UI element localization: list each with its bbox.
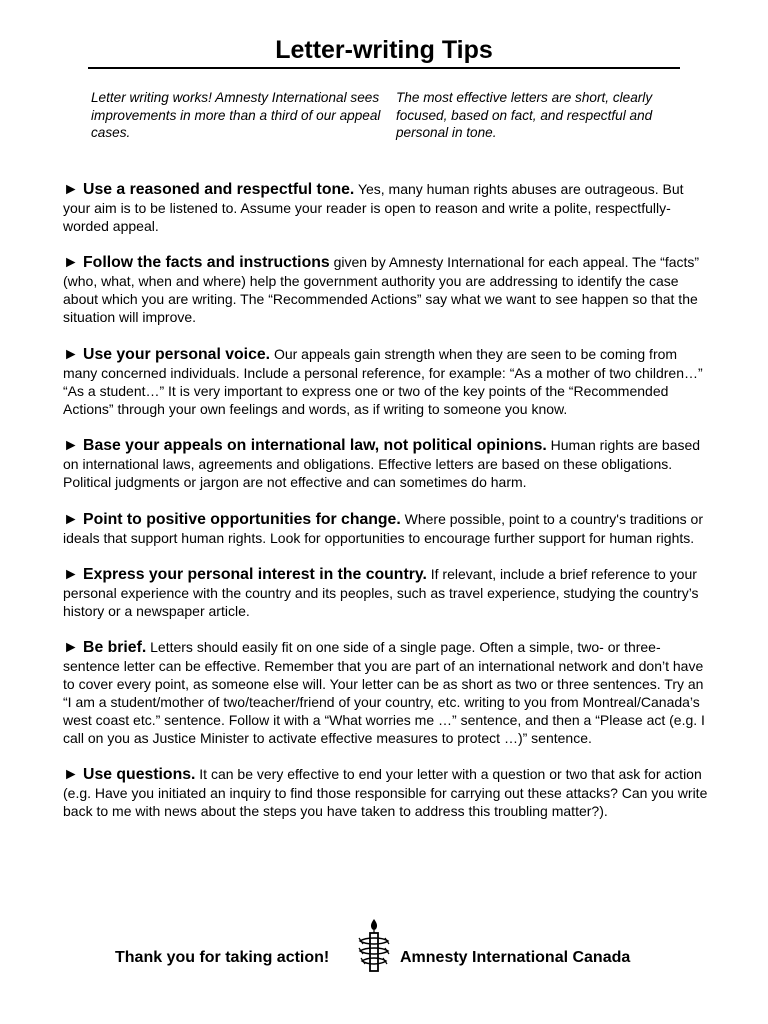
tip-body: given by Amnesty International for each appeal. The “facts” (who, what, when and where) help the government authority you are addressing to identify the case about which you are writing. The “Recommended Actions” say what we want to see happen so that the situation will improve. [63,254,700,325]
tip-use-questions [63,765,713,820]
tip-be-brief [63,638,713,747]
tip-body: Where possible, point to a country's traditions or ideals that support human rights. Look for opportunities to encourage further support for human rights. [63,511,703,546]
tip-heading: Base your appeals on international law, not political opinions. [83,437,547,454]
tip-heading: Be brief. [83,639,147,656]
tip-heading: Follow the facts and instructions [83,254,330,271]
title-underline [88,67,680,69]
tip-reasoned-tone [63,180,713,235]
bullet-arrow-icon: ► [63,346,79,363]
tip-heading: Express your personal interest in the country. [83,566,427,583]
tip-positive-opportunities [63,510,713,547]
tips-list [63,180,713,839]
tip-body: Letters should easily fit on one side of a single page. Often a simple, two- or three-sentence letter can be effective. Remember that you are part of an international network and don’t have to cover every point, as someone else will. Your letter can be as short as two or three sentences. Try an “I am a student/mother of two/teacher/friend of your country, etc. writing to you from Montreal/Canada’s west coast etc.” sentence. Follow it with a “What worries me …” sentence, and then a “Please act (e.g. I call on you as Justice Minister to activate effective measures to protect …)” sentence. [63,639,705,746]
tip-follow-facts [63,253,713,326]
tip-body: Human rights are based on international laws, agreements and obligations. Effective letters are based on these obligations. Political judgments or jargon are not effective and can sometimes do harm. [63,437,701,490]
bullet-arrow-icon: ► [63,639,79,656]
bullet-arrow-icon: ► [63,437,79,454]
tip-personal-interest [63,565,713,620]
tip-body: It can be very effective to end your letter with a question or two that ask for action (e.g. Have you initiated an inquiry to find those responsible for carrying out these attacks? Can you write back to me with news about the steps you have taken to address this troubling matter?). [63,766,708,819]
intro-left: Letter writing works! Amnesty International sees improvements in more than a third of our appeal cases. [91,90,381,140]
bullet-arrow-icon: ► [63,566,79,583]
footer-thanks: Thank you for taking action! [115,949,330,966]
tip-personal-voice [63,345,713,418]
bullet-arrow-icon: ► [63,766,79,783]
tip-body: Our appeals gain strength when they are seen to be coming from many concerned individuals. Include a personal reference, for example: “As a mother of two children…” “As a student…” It is very important to express one or two of the key points of the “Recommended Actions” through your own feelings and words, as if writing to someone you know. [63,346,703,417]
tip-heading: Use your personal voice. [83,346,271,363]
tip-body: Yes, many human rights abuses are outrageous. But your aim is to be listened to. Assume your reader is open to reason and write a polite, respectfully-worded appeal. [63,181,684,234]
intro-right: The most effective letters are short, clearly focused, based on fact, and respectful and personal in tone. [396,90,653,140]
tip-international-law [63,436,713,491]
bullet-arrow-icon: ► [63,181,79,198]
tip-heading: Point to positive opportunities for change. [83,511,401,528]
tip-heading: Use questions. [83,766,196,783]
tip-heading: Use a reasoned and respectful tone. [83,181,355,198]
candle-barbed-wire-icon [356,917,392,973]
footer-org: Amnesty International Canada [400,949,631,966]
bullet-arrow-icon: ► [63,511,79,528]
page-title: Letter-writing Tips [275,36,493,64]
tip-body: If relevant, include a brief reference to your personal experience with the country and its peoples, such as travel experience, studying the country’s history or a newspaper article. [63,566,699,619]
bullet-arrow-icon: ► [63,254,79,271]
